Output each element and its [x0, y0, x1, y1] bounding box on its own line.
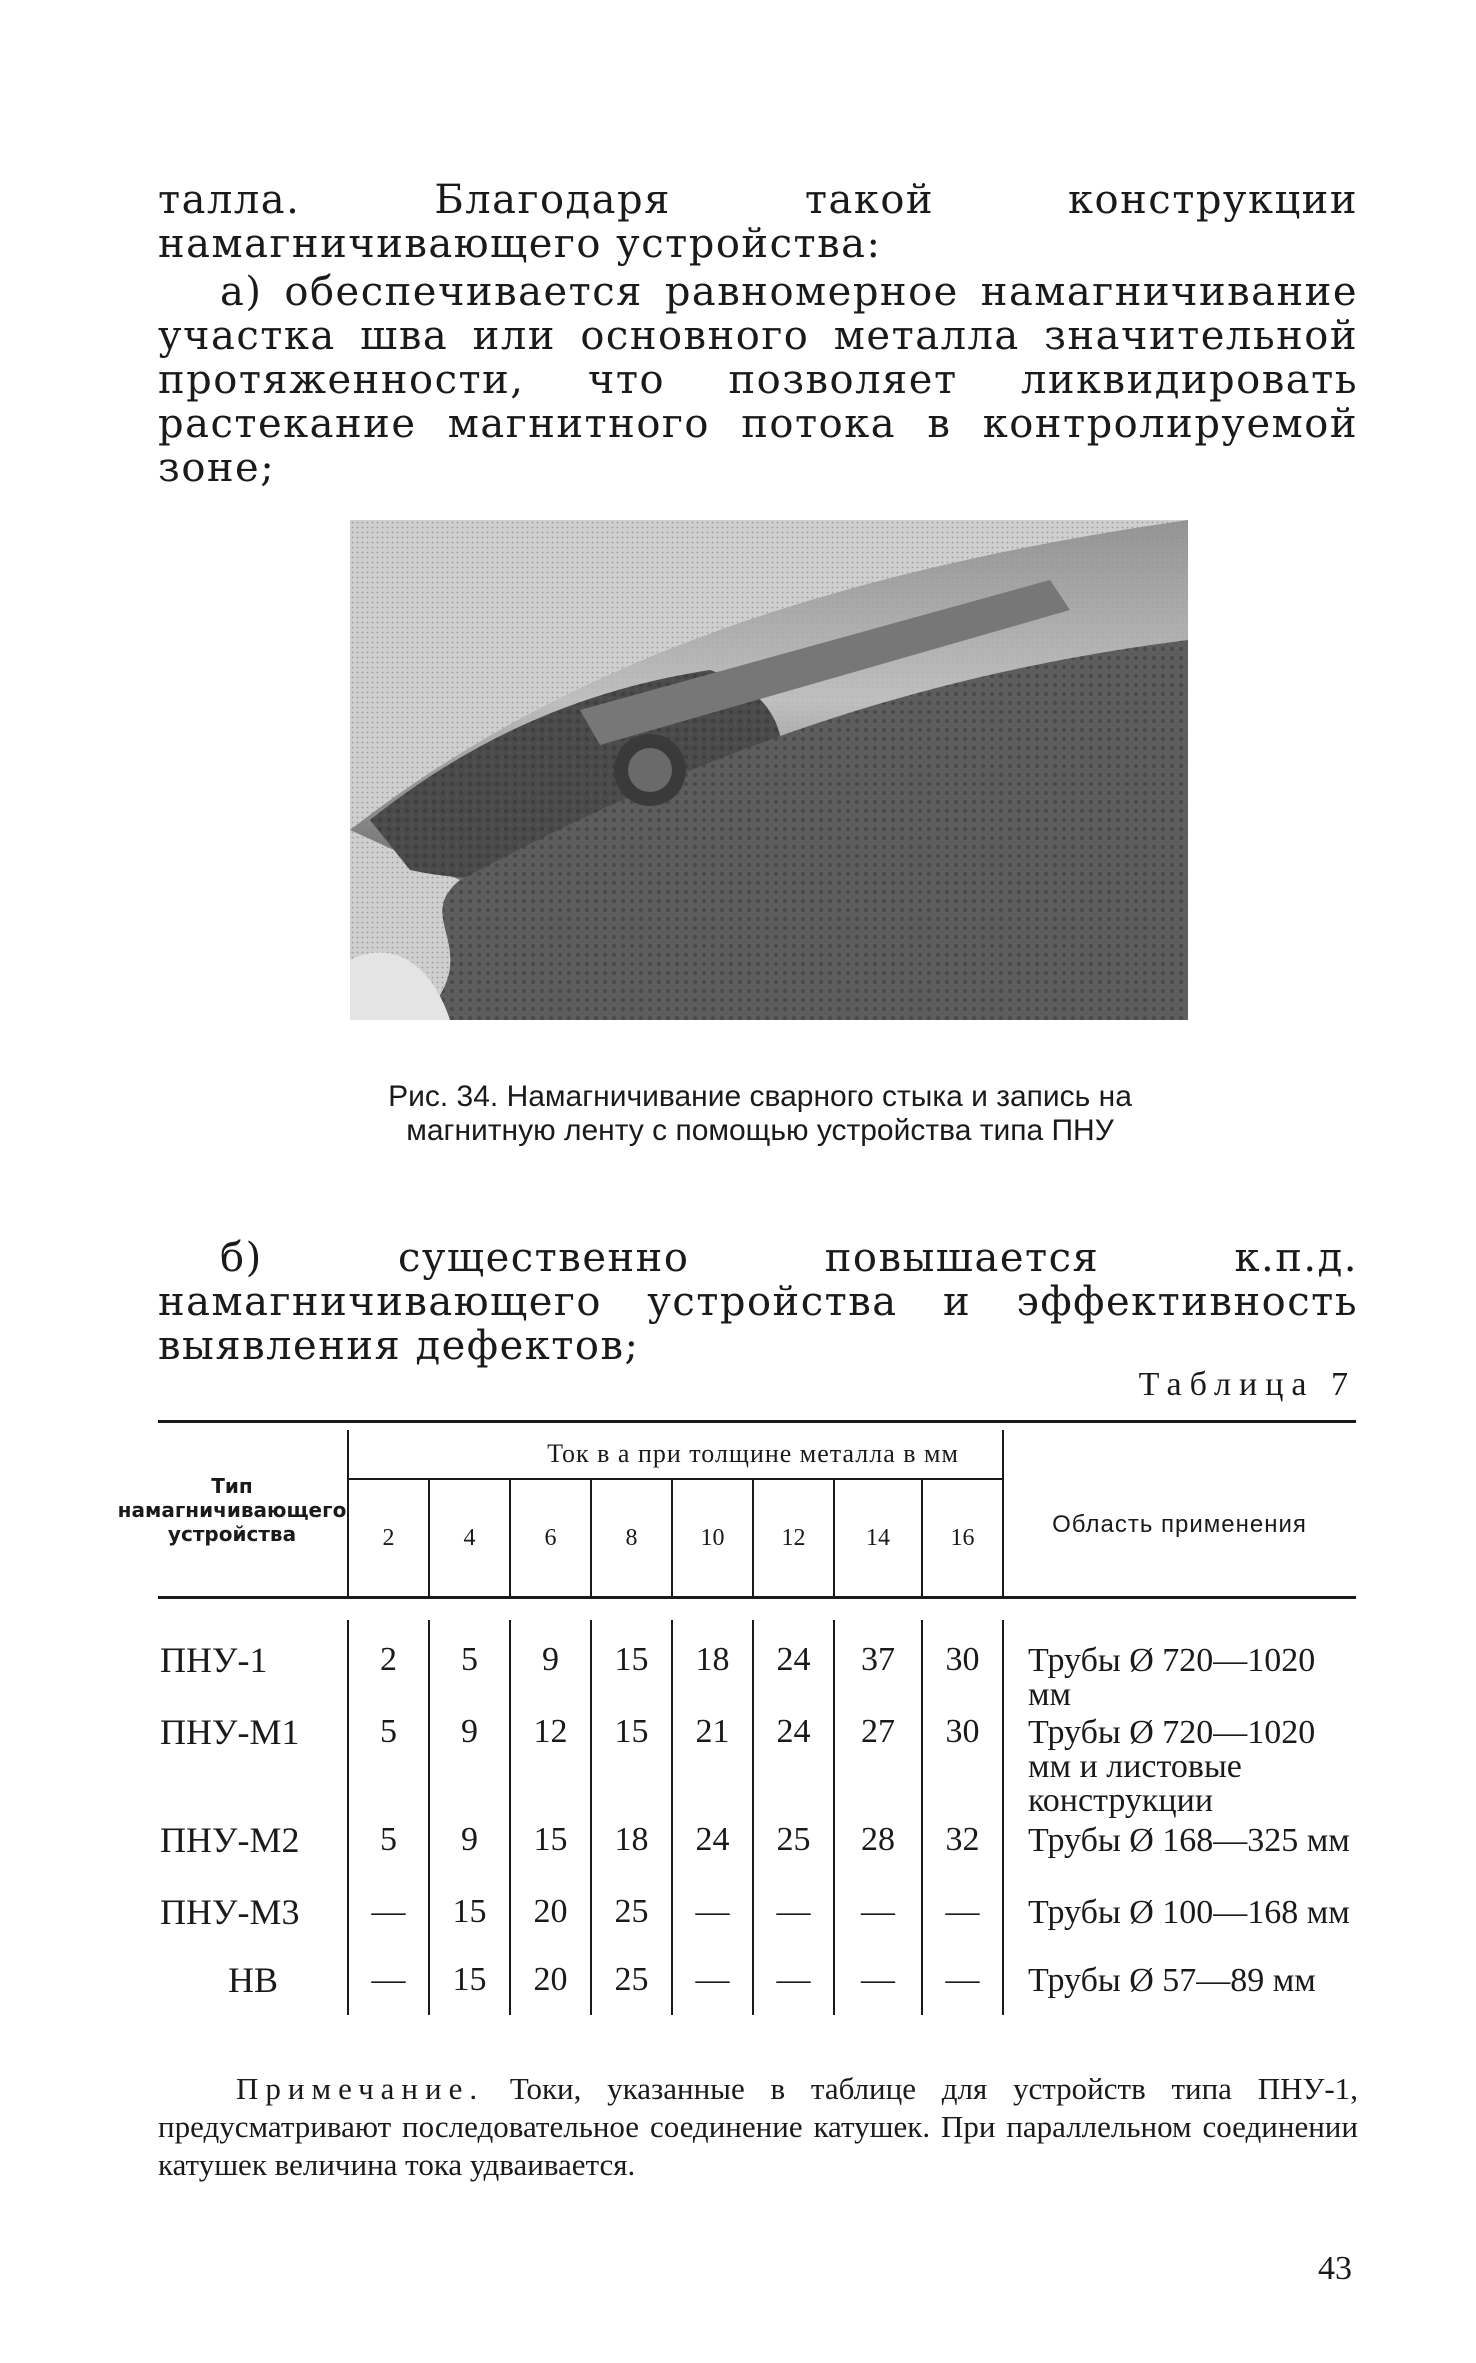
current-value: 28 — [861, 1821, 895, 1858]
note-text: Токи, указанные в таблице для устройств типа ПНУ-1, предусматривают последовательное соединение катушек. При параллельном соединении катушек величина тока удваивается. — [158, 2071, 1358, 2182]
row-device-type: ПНУ-М2 — [160, 1820, 300, 1860]
column-rule-header — [509, 1480, 511, 1596]
current-value: — — [945, 1893, 980, 1930]
column-rule-header — [347, 1430, 349, 1596]
current-value: 25 — [614, 1893, 649, 1930]
current-value: 24 — [776, 1713, 811, 1750]
current-value: 15 — [614, 1713, 649, 1750]
current-value: — — [371, 1893, 406, 1930]
table-header-rule — [158, 1596, 1356, 1599]
column-rule-header — [1002, 1430, 1004, 1596]
current-value: 37 — [861, 1641, 895, 1678]
current-value: — — [695, 1961, 730, 1998]
row-application-area: Трубы Ø 168—325 мм — [1028, 1822, 1350, 1859]
thickness-14mm: 14 — [866, 1525, 890, 1551]
row-device-type: ПНУ-М3 — [160, 1892, 300, 1932]
figure-34-caption: Рис. 34. Намагничивание сварного стыка и запись на магнитную ленту с помощью устройства типа ПНУ — [388, 1080, 1132, 1147]
row-device-type: ПНУ-1 — [160, 1640, 268, 1680]
column-rule-header — [590, 1480, 592, 1596]
header-device-type: Тип намагничивающего устройства — [117, 1474, 347, 1546]
current-value: — — [945, 1961, 980, 1998]
current-value: — — [371, 1961, 406, 1998]
column-rule-header — [833, 1480, 835, 1596]
figure-34-photo — [350, 520, 1188, 1020]
table-top-rule — [158, 1420, 1356, 1423]
current-value: 24 — [776, 1641, 811, 1678]
column-rule-header — [671, 1480, 673, 1596]
row-application-area: Трубы Ø 100—168 мм — [1028, 1894, 1350, 1931]
row-application-area: Трубы Ø 720—1020 мм и листовые конструкции — [1028, 1714, 1316, 1819]
row-device-type: НВ — [227, 1960, 278, 2000]
current-value: 32 — [945, 1821, 980, 1858]
current-value: — — [695, 1893, 730, 1930]
current-value: 27 — [861, 1713, 895, 1750]
current-value: 15 — [533, 1821, 568, 1858]
row-device-type: ПНУ-М1 — [160, 1712, 300, 1752]
current-value: — — [861, 1893, 895, 1930]
thickness-8mm: 8 — [625, 1525, 638, 1551]
thickness-10mm: 10 — [700, 1525, 725, 1551]
thickness-6mm: 6 — [544, 1525, 557, 1551]
current-value: 20 — [533, 1893, 568, 1930]
paragraph-point-a: а) обеспечивается равномерное намагничивание участка шва или основного металла значительной протяженности, что позволяет ликвидировать растекание магнитного потока в контролируемой зоне; — [158, 269, 1358, 491]
current-value: — — [861, 1961, 895, 1998]
row-application-area: Трубы Ø 720—1020 мм — [1028, 1642, 1316, 1713]
current-value: 30 — [945, 1641, 980, 1678]
current-value: 12 — [533, 1713, 568, 1750]
current-value: 20 — [533, 1961, 568, 1998]
magnetizing-device-photo — [350, 520, 1188, 1020]
column-rule-header — [752, 1480, 754, 1596]
thickness-2mm: 2 — [382, 1525, 395, 1551]
column-rule-header — [428, 1480, 430, 1596]
current-value: 15 — [452, 1893, 487, 1930]
current-value: 5 — [380, 1821, 397, 1858]
current-value: 18 — [614, 1821, 649, 1858]
current-value: 30 — [945, 1713, 980, 1750]
thickness-4mm: 4 — [463, 1525, 476, 1551]
current-value: 25 — [614, 1961, 649, 1998]
current-value: 9 — [542, 1641, 559, 1678]
current-value: — — [776, 1893, 811, 1930]
page-number: 43 — [1318, 2250, 1352, 2287]
current-value: 9 — [461, 1713, 478, 1750]
current-value: 15 — [452, 1961, 487, 1998]
row-application-area: Трубы Ø 57—89 мм — [1028, 1962, 1316, 1999]
current-value: 21 — [695, 1713, 730, 1750]
note-label: Примечание. — [236, 2071, 485, 2106]
current-value: 24 — [695, 1821, 730, 1858]
paragraph-point-b: б) существенно повышается к.п.д. намагничивающего устройства и эффективность выявления дефектов; — [158, 1235, 1358, 1369]
current-value: 25 — [776, 1821, 811, 1858]
table-note — [158, 2070, 1358, 2184]
header-application-area: Область применения — [1052, 1511, 1307, 1538]
current-value: — — [776, 1961, 811, 1998]
current-value: 5 — [380, 1713, 397, 1750]
table-7 — [117, 1420, 1356, 2020]
current-value: 5 — [461, 1641, 478, 1678]
thickness-16mm: 16 — [950, 1525, 975, 1551]
table-7-label: Таблица 7 — [1138, 1366, 1356, 1403]
current-value: 18 — [695, 1641, 730, 1678]
thickness-12mm: 12 — [781, 1525, 806, 1551]
current-value: 2 — [380, 1641, 397, 1678]
column-rule-header — [921, 1480, 923, 1596]
current-value: 15 — [614, 1641, 649, 1678]
paragraph-intro: талла. Благодаря такой конструкции намагничивающего устройства: — [158, 177, 1358, 267]
current-value: 9 — [461, 1821, 478, 1858]
header-current-thickness: Ток в а при толщине металла в мм — [547, 1439, 959, 1468]
